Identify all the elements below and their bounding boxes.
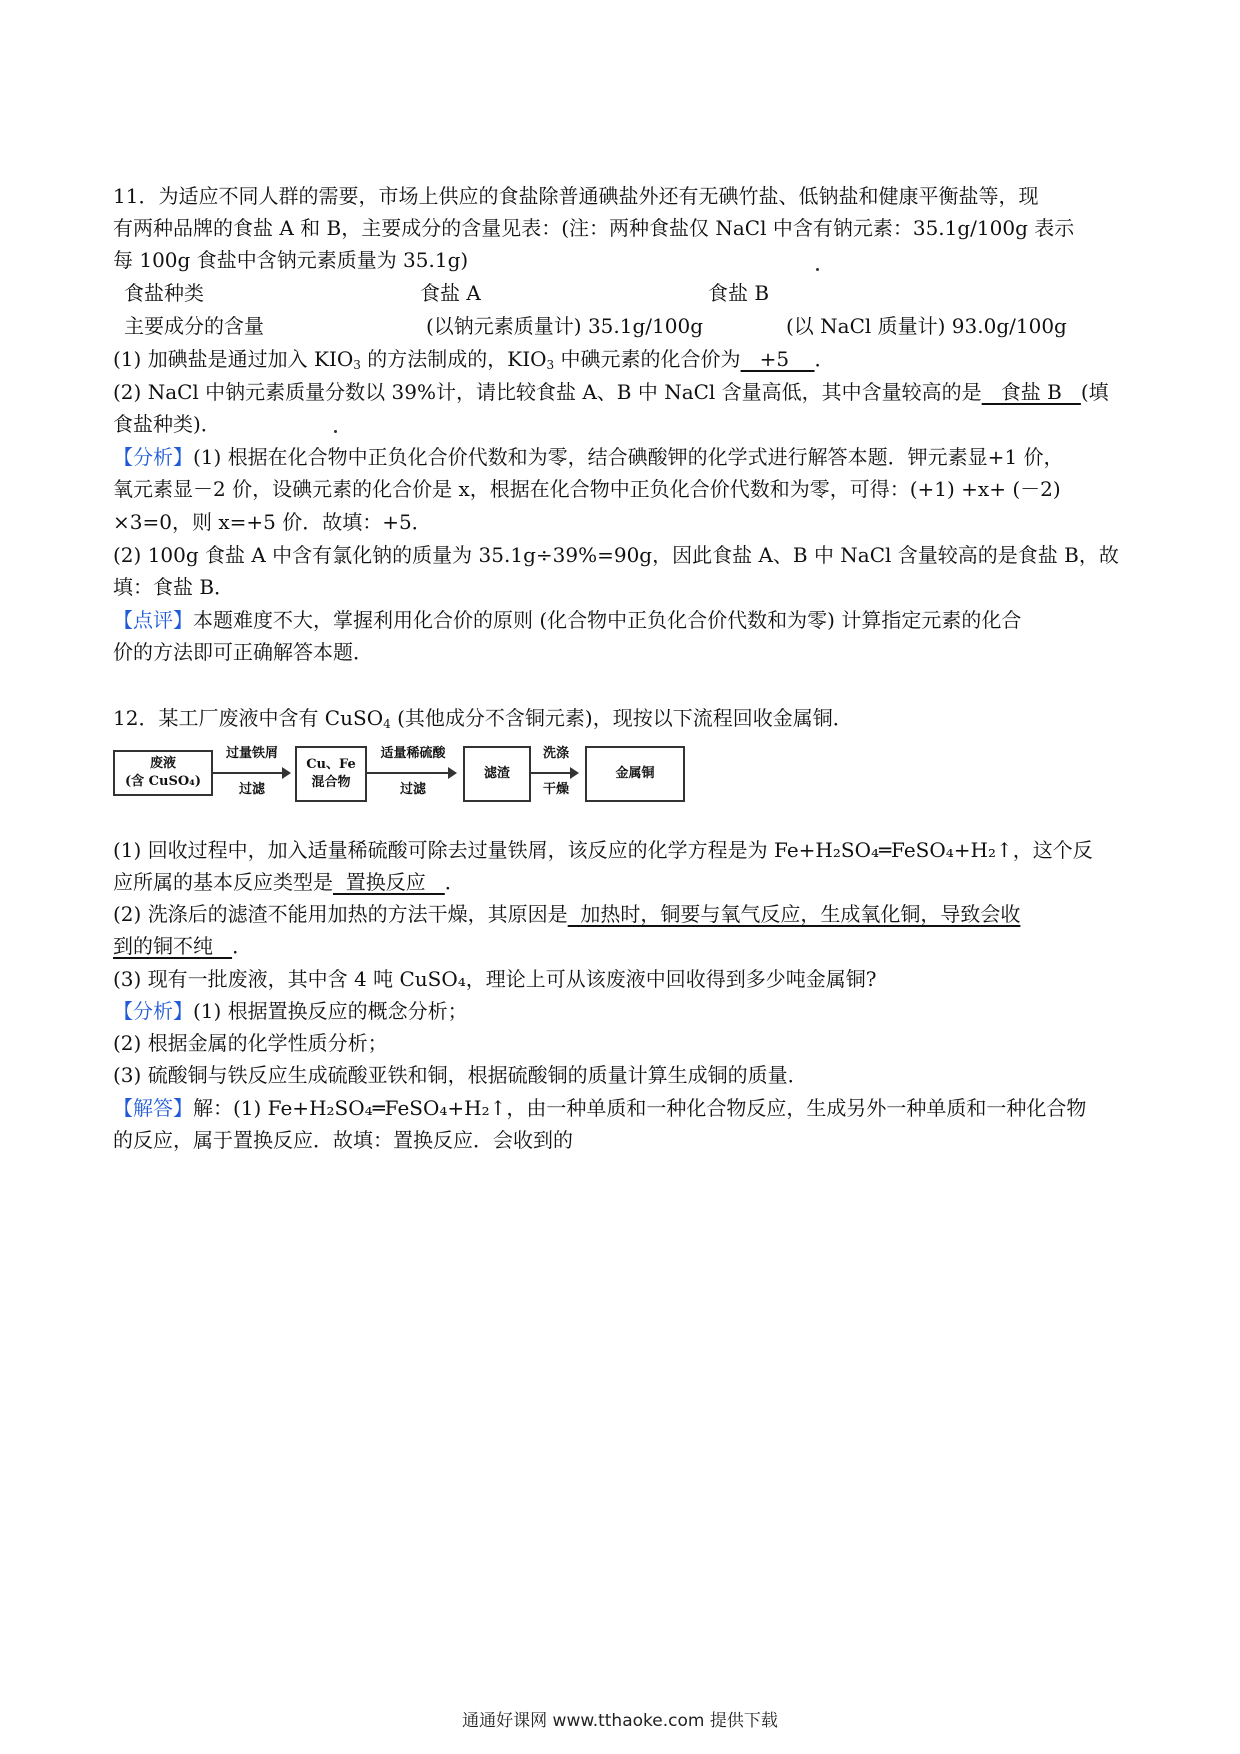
flow-step1-operation: 过滤 (238, 782, 265, 797)
answer-blank-reaction-type: 置换反应 (333, 870, 445, 894)
table-header-type: 食盐种类 (124, 281, 204, 305)
q11-analysis: 【分析】(1) 根据在化合物中正负化合价代数和为零，结合碘酸钾的化学式进行解答本题．钾元素显+1 价， (113, 445, 1064, 469)
q12-part1-cont: 应所属的基本反应类型是 置换反应 ． (113, 870, 465, 894)
table-cell-salt-a: (以钠元素质量计) 35.1g/100g (426, 314, 704, 338)
analysis-tag: 【分析】 (113, 445, 193, 469)
page-footer: 通通好课网 www.tthaoke.com 提供下载 (462, 1711, 778, 1731)
flow-step1-reagent: 过量铁屑 (225, 746, 278, 761)
flow-box-waste-liquid: 废液 (含 CuSO₄) (113, 750, 213, 796)
q12-solution: 【解答】解：(1) Fe+H₂SO₄═FeSO₄+H₂↑，由一种单质和一种化合物反应，生成另外一种单质和一种化合物 (113, 1096, 1087, 1120)
flow-box-mixture: Cu、Fe 混合物 (295, 746, 367, 802)
stray-dot (334, 430, 337, 433)
q11-analysis-line2: 氧元素显－2 价，设碘元素的化合价是 x，根据在化合物中正负化合价代数和为零，可得：(+1) +x+ (－2) (113, 477, 1061, 501)
q11-part2: (2) NaCl 中钠元素质量分数以 39%计，请比较食盐 A、B 中 NaCl 含量高低，其中含量较高的是 食盐 B (填 (113, 380, 1109, 404)
answer-blank-valence: +5 (740, 347, 815, 371)
flow-arrow-3 (531, 772, 577, 774)
comment-tag: 【点评】 (113, 608, 193, 632)
table-row-label: 主要成分的含量 (124, 314, 264, 338)
q12-title: 12．某工厂废液中含有 CuSO$_4$ (其他成分不含铜元素)，现按以下流程回收金属铜． (113, 706, 853, 731)
flow-arrow-1 (213, 772, 289, 774)
flow-step2-operation: 过滤 (399, 782, 426, 797)
flow-step3-wash: 洗涤 (542, 746, 569, 761)
q11-analysis-line5: 填：食盐 B． (113, 575, 235, 599)
q11-line2: 有两种品牌的食盐 A 和 B，主要成分的含量见表：(注：两种食盐仅 NaCl 中含有钠元素：35.1g/100g 表示 (113, 216, 1075, 240)
q11-part1: (1) 加碘盐是通过加入 $KIO_3$ 的方法制成的，$KIO_3$ 中碘元素的化合价为 +5 ． (113, 347, 835, 372)
table-header-salt-a: 食盐 A (420, 281, 481, 305)
answer-blank-reason: 加热时，铜要与氧气反应，生成氧化铜，导致会收 (567, 902, 1021, 926)
q12-analysis-line3: (3) 硫酸铜与铁反应生成硫酸亚铁和铜，根据硫酸铜的质量计算生成铜的质量． (113, 1063, 808, 1087)
q11-analysis-line4: (2) 100g 食盐 A 中含有氯化钠的质量为 35.1g÷39%=90g，因此食盐 A、B 中 NaCl 含量较高的是食盐 B，故 (113, 543, 1119, 567)
q11-line3: 每 100g 食盐中含钠元素质量为 35.1g) (113, 248, 469, 272)
q11-part2-cont: 食盐种类)． (113, 412, 221, 436)
analysis-tag: 【分析】 (113, 999, 193, 1023)
answer-blank-reason-cont: 到的铜不纯 (113, 934, 233, 958)
q12-part2: (2) 洗涤后的滤渣不能用加热的方法干燥，其原因是 加热时，铜要与氧气反应，生成氧化铜，导致会收 (113, 902, 1021, 926)
flow-arrow-2 (367, 772, 455, 774)
flow-step3-dry: 干燥 (542, 782, 569, 797)
q12-part2-cont: 到的铜不纯 ． (113, 934, 253, 958)
q12-analysis-line2: (2) 根据金属的化学性质分析； (113, 1031, 388, 1055)
q11-comment-line2: 价的方法即可正确解答本题． (113, 640, 373, 664)
solution-tag: 【解答】 (113, 1096, 193, 1120)
process-flow-diagram (113, 740, 713, 806)
flow-box-copper: 金属铜 (585, 746, 685, 802)
q12-analysis: 【分析】(1) 根据置换反应的概念分析； (113, 999, 468, 1023)
flow-step2-reagent: 适量稀硫酸 (380, 746, 446, 761)
stray-dot (816, 268, 819, 271)
q11-line1: 11．为适应不同人群的需要，市场上供应的食盐除普通碘盐外还有无碘竹盐、低钠盐和健康平衡盐等，现 (113, 184, 1039, 208)
q11-comment: 【点评】本题难度不大，掌握利用化合价的原则 (化合物中正负化合价代数和为零) 计算指定元素的化合 (113, 608, 1022, 632)
table-cell-salt-b: (以 NaCl 质量计) 93.0g/100g (786, 314, 1067, 338)
q11-analysis-line3: ×3=0，则 x=+5 价．故填：+5． (113, 510, 432, 534)
table-header-salt-b: 食盐 B (708, 281, 770, 305)
q12-solution-line2: 的反应，属于置换反应．故填：置换反应．会收到的 (113, 1128, 573, 1152)
answer-blank-salt: 食盐 B (981, 380, 1081, 404)
flow-box-residue: 滤渣 (463, 746, 531, 802)
q12-part3: (3) 现有一批废液，其中含 4 吨 CuSO₄，理论上可从该废液中回收得到多少吨金属铜? (113, 967, 877, 991)
q12-part1: (1) 回收过程中，加入适量稀硫酸可除去过量铁屑，该反应的化学方程是为 Fe+H₂SO₄═FeSO₄+H₂↑，这个反 (113, 838, 1093, 862)
